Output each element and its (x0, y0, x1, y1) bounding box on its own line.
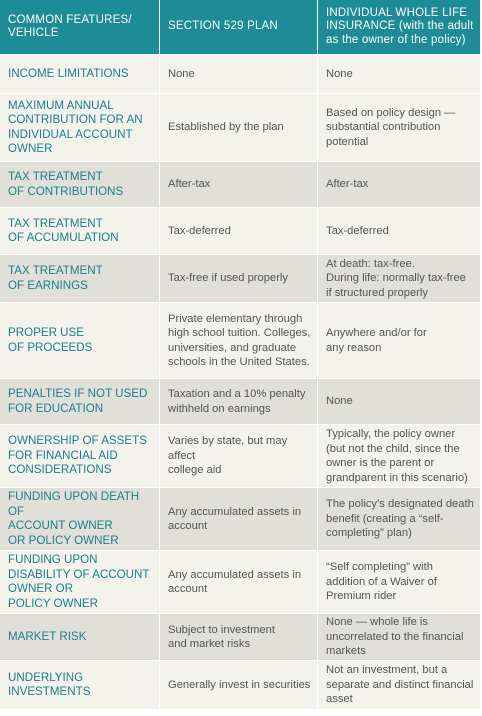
feature-label: MARKET RISK (0, 614, 160, 660)
header-whole-life: INDIVIDUAL WHOLE LIFE INSURANCE (with the adult as the owner of the policy) (326, 6, 474, 46)
life-value: “Self completing” with addition of a Waiver of Premium rider (326, 561, 437, 603)
feature-label: INCOME LIMITATIONS (0, 55, 160, 93)
plan529-value: Any accumulated assets in account (160, 551, 318, 613)
plan529-value: Taxation and a 10% penalty withheld on earnings (160, 379, 318, 424)
feature-label: TAX TREATMENT OF ACCUMULATION (0, 208, 160, 254)
feature-label: FUNDING UPON DISABILITY OF ACCOUNT OWNER OR POLICY OWNER (0, 551, 160, 613)
life-value: Tax-deferred (326, 224, 389, 237)
life-value: None (326, 395, 353, 408)
life-value: None — whole life is uncorrelated to the financial markets (326, 616, 464, 658)
table-row (0, 379, 480, 425)
header-529-plan: SECTION 529 PLAN (160, 0, 318, 54)
plan529-value: Established by the plan (160, 94, 318, 161)
plan529-value: Subject to investment and market risks (160, 614, 318, 660)
table-header (0, 0, 480, 55)
table-row (0, 303, 480, 379)
life-value: None (326, 67, 353, 80)
table-row (0, 661, 480, 710)
table-row (0, 208, 480, 255)
table-row (0, 488, 480, 551)
life-value: After-tax (326, 178, 369, 191)
life-value: Not an investment, but a separate and distinct financial asset (326, 664, 474, 706)
header-features: COMMON FEATURES/ VEHICLE (0, 0, 160, 54)
plan529-value: None (160, 55, 318, 93)
feature-label: PENALTIES IF NOT USED FOR EDUCATION (0, 379, 160, 424)
table-row (0, 162, 480, 208)
life-value: The policy’s designated death benefit (creating a “self-completing” plan) (326, 498, 474, 540)
feature-label: OWNERSHIP OF ASSETS FOR FINANCIAL AID CONSIDERATIONS (0, 425, 160, 487)
plan529-value: Any accumulated assets in account (160, 488, 318, 550)
plan529-value: Tax-deferred (160, 208, 318, 254)
plan529-value: After-tax (160, 162, 318, 207)
table-row (0, 551, 480, 614)
life-value: At death: tax-free. During life: normally tax-free if structured properly (326, 257, 466, 299)
plan529-value: Tax-free if used properly (160, 255, 318, 302)
life-value: Based on policy design — substantial contribution potential (326, 106, 456, 148)
feature-label: UNDERLYING INVESTMENTS (0, 661, 160, 709)
plan529-value: Private elementary through high school tuition. Colleges, universities, and graduate schools in the United States. (160, 303, 318, 378)
feature-label: FUNDING UPON DEATH OF ACCOUNT OWNER OR POLICY OWNER (0, 488, 160, 550)
feature-label: PROPER USE OF PROCEEDS (0, 303, 160, 378)
table-row (0, 614, 480, 661)
table-row (0, 255, 480, 303)
table-row (0, 55, 480, 94)
table-row (0, 425, 480, 488)
feature-label: MAXIMUM ANNUAL CONTRIBUTION FOR AN INDIVIDUAL ACCOUNT OWNER (0, 94, 160, 161)
plan529-value: Generally invest in securities (160, 661, 318, 709)
feature-label: TAX TREATMENT OF CONTRIBUTIONS (0, 162, 160, 207)
plan529-value: Varies by state, but may affect college aid (160, 425, 318, 487)
table-row (0, 94, 480, 162)
life-value: Typically, the policy owner (but not the child, since the owner is the parent or grandparent in this scenario) (326, 428, 468, 484)
feature-label: TAX TREATMENT OF EARNINGS (0, 255, 160, 302)
life-value: Anywhere and/or for any reason (326, 327, 427, 354)
